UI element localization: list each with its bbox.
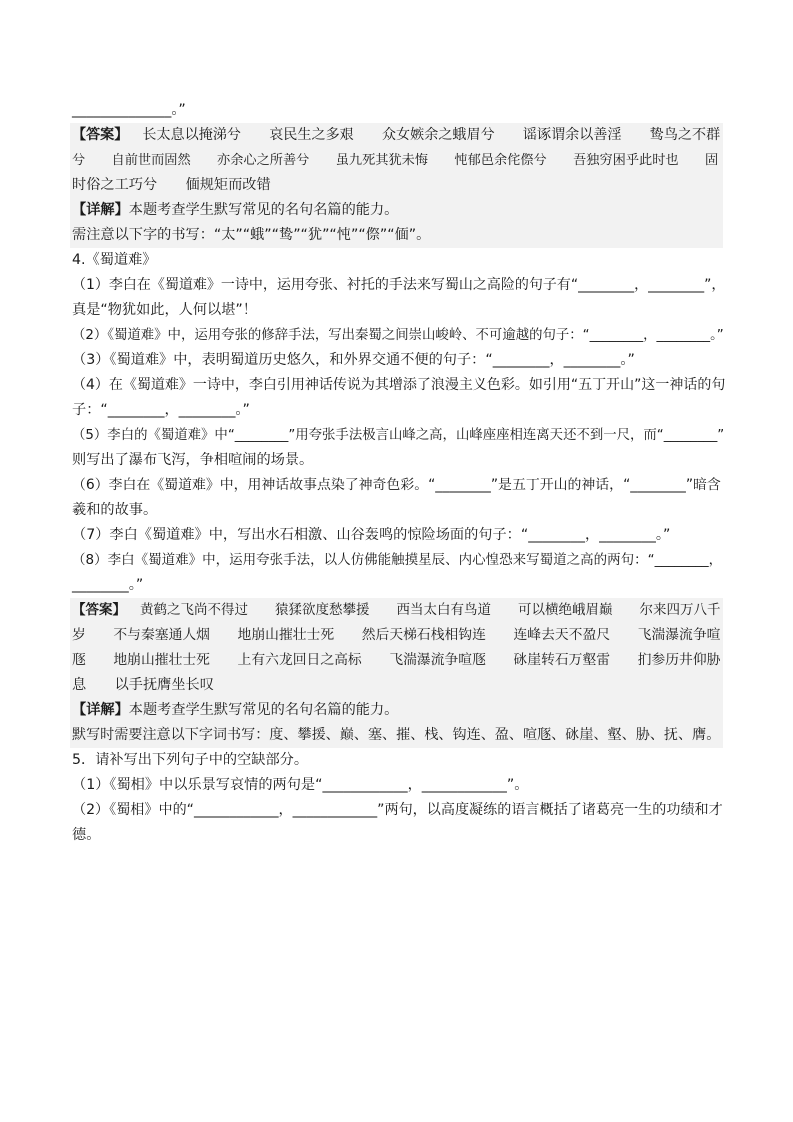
q3-answer-text-1: 长太息以掩涕兮 哀民生之多艰 众女嫉余之蛾眉兮 谣诼谓余以善淫 鸷鸟之不群: [142, 127, 721, 143]
q3-answer-block: [72, 123, 721, 248]
q4-note: 默写时需要注意以下字词书写：度、攀援、巅、塞、摧、栈、钩连、盈、喧豗、砯崖、壑、胁、抚、膺。: [70, 723, 723, 748]
q3-answer-line-1: [70, 123, 723, 148]
q3-note: 需注意以下字的书写：“太”“蛾”“鸷”“犹”“忳”“傺”“偭”。: [70, 223, 723, 248]
q4-item-line: ________。”: [72, 577, 144, 593]
q3-detail-line: [70, 198, 723, 223]
q4-answer-line-1: [70, 598, 723, 623]
q4-item-line: （1）李白在《蜀道难》一诗中，运用夸张、衬托的手法来写蜀山之高险的句子有“________，________”，: [72, 277, 726, 293]
q4-item-line: （6）李白在《蜀道难》中，用神话故事点染了神奇色彩。“________”是五丁开山的神话，“________”暗含: [72, 477, 721, 493]
q3-detail-text: 本题考查学生默写常见的名句名篇的能力。: [128, 202, 399, 218]
q4-item-line: （5）李白的《蜀道难》中“________”用夸张手法极言山峰之高，山峰座座相连离天还不到一尺，而“________”: [72, 428, 725, 443]
detail-label: 【详解】: [72, 202, 129, 218]
q5-title: 5．请补写出下列句子中的空缺部分。: [72, 752, 309, 768]
q4-items: [72, 273, 726, 598]
q4-item-line: （7）李白《蜀道难》中，写出水石相激、山谷轰鸣的惊险场面的句子：“________，________。”: [72, 527, 671, 543]
q4-detail-line: [70, 698, 723, 723]
q4-title: 4.《蜀道难》: [72, 252, 157, 268]
q4-answer-line-3: 豗 地崩山摧壮士死 上有六龙回日之高标 飞湍瀑流争喧豗 砯崖转石万壑雷 扪参历井仰胁: [70, 648, 723, 673]
q3-answer-line-3: 时俗之工巧兮 偭规矩而改错: [70, 173, 723, 198]
q4-answer-line-4: 息 以手抚膺坐长叹: [70, 673, 723, 698]
q4-item-line: （8）李白《蜀道难》中，运用夸张手法，以人仿佛能触摸星辰、内心惶恐来写蜀道之高的两句：“________，: [72, 552, 723, 568]
q4-item-line: 羲和的故事。: [72, 502, 158, 518]
q4-answer-line-2: 岁 不与秦塞通人烟 地崩山摧壮士死 然后天梯石栈相钩连 连峰去天不盈尺 飞湍瀑流争喧: [70, 623, 723, 648]
answer-label: 【答案】: [72, 602, 126, 618]
q4-item-line: 子：“________，________。”: [72, 402, 250, 418]
detail-label: 【详解】: [72, 702, 129, 718]
q5-item-line: （2）《蜀相》中的“____________，____________”两句，以高度凝练的语言概括了诸葛亮一生的功绩和才: [72, 802, 723, 818]
q4-item-line: （4）在《蜀道难》一诗中，李白引用神话传说为其增添了浪漫主义色彩。如引用“五丁开山”这一神话的句: [72, 377, 726, 393]
answer-label: 【答案】: [72, 127, 129, 143]
q4-item-line: （2）《蜀道难》中，运用夸张的修辞手法，写出秦蜀之间崇山峻岭、不可逾越的句子：“________，________。”: [72, 328, 724, 343]
q4-answer-text-1: 黄鹤之飞尚不得过 猿猱欲度愁攀援 西当太白有鸟道 可以横绝峨眉巅 尔来四万八千: [140, 602, 721, 618]
q4-answer-block: [72, 598, 721, 748]
q3-answer-line-2: 兮 自前世而固然 亦余心之所善兮 虽九死其犹未悔 忳郁邑余侘傺兮 吾独穷困乎此时也 固: [70, 148, 723, 173]
q4-item-line: （3）《蜀道难》中，表明蜀道历史悠久，和外界交通不便的句子：“________，________。”: [72, 352, 635, 368]
q5-item-line: 德。: [72, 827, 101, 843]
q4-item-line: 则写出了瀑布飞泻，争相喧闹的场景。: [72, 452, 314, 468]
q5-items: [72, 773, 721, 848]
q3-blank-tail: ______________。”: [72, 102, 186, 118]
q5-item-line: （1）《蜀相》中以乐景写哀情的两句是“____________，____________”。: [72, 777, 529, 793]
q4-item-line: 真是“物犹如此，人何以堪”！: [72, 302, 257, 318]
q4-detail-text: 本题考查学生默写常见的名句名篇的能力。: [128, 702, 399, 718]
